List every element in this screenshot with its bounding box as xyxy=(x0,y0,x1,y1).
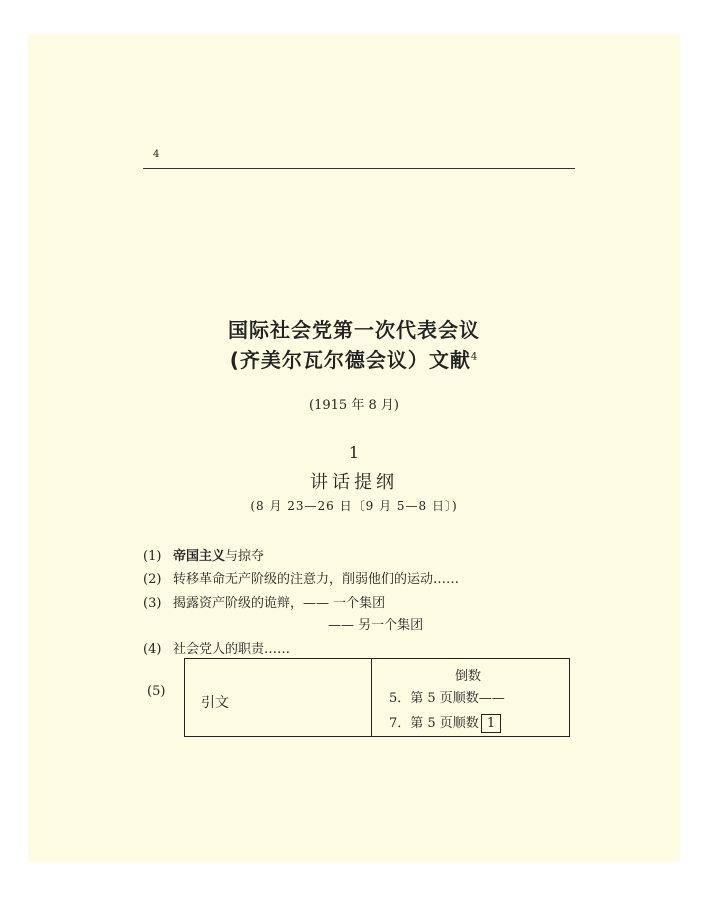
item-text: 与掠夺 xyxy=(225,549,265,564)
item-text: 转移革命无产阶级的注意力，削弱他们的运动…… xyxy=(173,572,460,587)
document-date: (1915 年 8 月) xyxy=(309,398,399,413)
outline-item-2 xyxy=(143,568,459,587)
outline-item-1 xyxy=(143,545,264,564)
section-number: 1 xyxy=(348,443,360,462)
outline-item-3 xyxy=(143,592,385,611)
outline-item-3-continued: —— 另一个集团 xyxy=(328,618,424,633)
table-cell-quote: 引文 xyxy=(201,695,229,711)
document-title-line2 xyxy=(0,344,708,373)
quote-table xyxy=(184,658,570,737)
row2-text: 7．第 5 页顺数 xyxy=(389,716,479,731)
table-divider xyxy=(371,659,372,736)
table-cell-header: 倒数 xyxy=(455,669,482,684)
item-text: 揭露资产阶级的诡辩，—— 一个集团 xyxy=(173,596,386,611)
item-number: (4) xyxy=(143,642,162,657)
title-line2-text: (齐美尔瓦尔德会议）文献 xyxy=(229,348,471,372)
document-title-line1: 国际社会党第一次代表会议 xyxy=(228,318,480,342)
section-title: 讲话提纲 xyxy=(310,472,398,493)
section-dates: (8 月 23—26 日〔9 月 5—8 日〕) xyxy=(250,499,458,513)
item-text: 社会党人的职责…… xyxy=(173,642,291,657)
outline-item-5-number: (5) xyxy=(147,684,166,699)
item-bold-text: 帝国主义 xyxy=(173,549,226,564)
header-rule xyxy=(143,168,575,169)
item-number: (2) xyxy=(143,572,162,587)
item-number: (1) xyxy=(143,549,162,564)
title-note-ref: 4 xyxy=(470,351,479,363)
boxed-number: 1 xyxy=(481,714,501,733)
table-cell-row1: 5．第 5 页顺数—— xyxy=(389,691,505,706)
item-number: (3) xyxy=(143,596,162,611)
outline-item-4 xyxy=(143,638,290,657)
table-cell-row2 xyxy=(389,712,501,733)
page-number: 4 xyxy=(153,149,160,160)
